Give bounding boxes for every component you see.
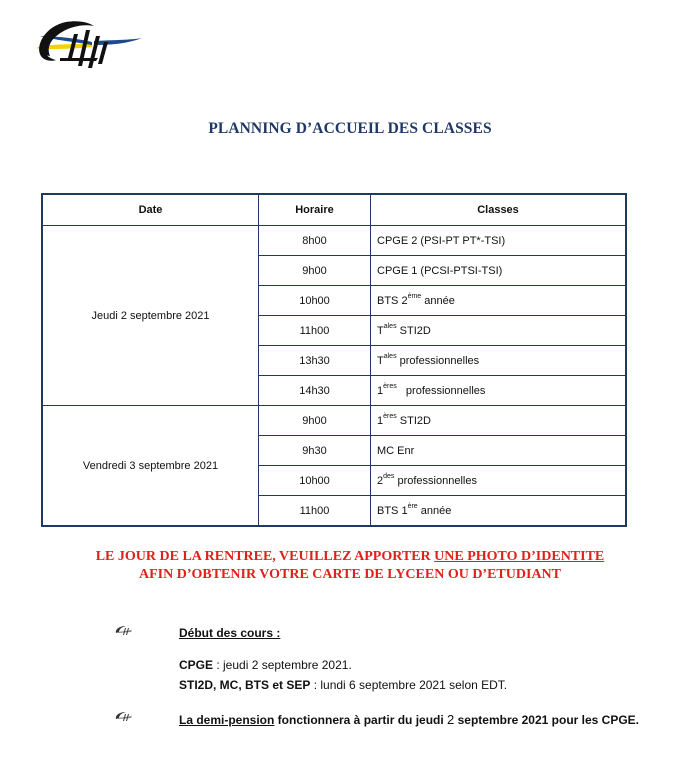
- class-cell: 1ères professionnelles: [371, 376, 627, 406]
- class-cell: BTS 2ème année: [371, 286, 627, 316]
- hour-cell: 9h30: [259, 436, 371, 466]
- header-classes: Classes: [371, 194, 627, 226]
- hour-cell: 13h30: [259, 346, 371, 376]
- day-date: Jeudi 2 septembre 2021: [42, 226, 259, 406]
- bullet-logo-icon: [114, 625, 134, 637]
- class-cell: BTS 1ère année: [371, 496, 627, 527]
- hour-cell: 10h00: [259, 466, 371, 496]
- class-cell: CPGE 2 (PSI-PT PT*-TSI): [371, 226, 627, 256]
- class-cell: CPGE 1 (PCSI-PTSI-TSI): [371, 256, 627, 286]
- schedule-table: [41, 193, 627, 527]
- notice-line-1: LE JOUR DE LA RENTREE, VEUILLEZ APPORTER UNE PHOTO D’IDENTITE: [95, 549, 605, 564]
- header-hour: Horaire: [259, 194, 371, 226]
- day-date: Vendredi 3 septembre 2021: [42, 406, 259, 527]
- other-start-line: STI2D, MC, BTS et SEP : lundi 6 septembre 2021 selon EDT.: [179, 678, 508, 692]
- class-cell: MC Enr: [371, 436, 627, 466]
- class-cell: 1ères STI2D: [371, 406, 627, 436]
- header-date: Date: [42, 194, 259, 226]
- canteen-line: La demi-pension fonctionnera à partir du jeudi 2 septembre 2021 pour les CPGE.: [179, 712, 640, 727]
- class-cell: $T^{ales}$ STI2D: [371, 316, 627, 346]
- table-row: [42, 226, 626, 256]
- hour-cell: 8h00: [259, 226, 371, 256]
- page-title: PLANNING D’ACCUEIL DES CLASSES: [208, 120, 492, 137]
- table-header-row: [42, 194, 626, 226]
- cpge-start-line: CPGE : jeudi 2 septembre 2021.: [179, 658, 352, 672]
- hour-cell: 14h30: [259, 376, 371, 406]
- courses-start-label: Début des cours :: [179, 626, 281, 640]
- hour-cell: 10h00: [259, 286, 371, 316]
- notice-line-2: AFIN D’OBTENIR VOTRE CARTE DE LYCEEN OU D’ETUDIANT: [138, 567, 562, 582]
- photo-notice: [0, 548, 700, 584]
- hour-cell: 9h00: [259, 406, 371, 436]
- bullet-logo-icon: [114, 711, 134, 723]
- lycee-logo-icon: [32, 14, 144, 78]
- class-cell: $2^{des}$ professionnelles: [371, 466, 627, 496]
- hour-cell: 11h00: [259, 316, 371, 346]
- table-row: [42, 406, 626, 436]
- hour-cell: 11h00: [259, 496, 371, 527]
- hour-cell: 9h00: [259, 256, 371, 286]
- class-cell: $T^{ales}$ professionnelles: [371, 346, 627, 376]
